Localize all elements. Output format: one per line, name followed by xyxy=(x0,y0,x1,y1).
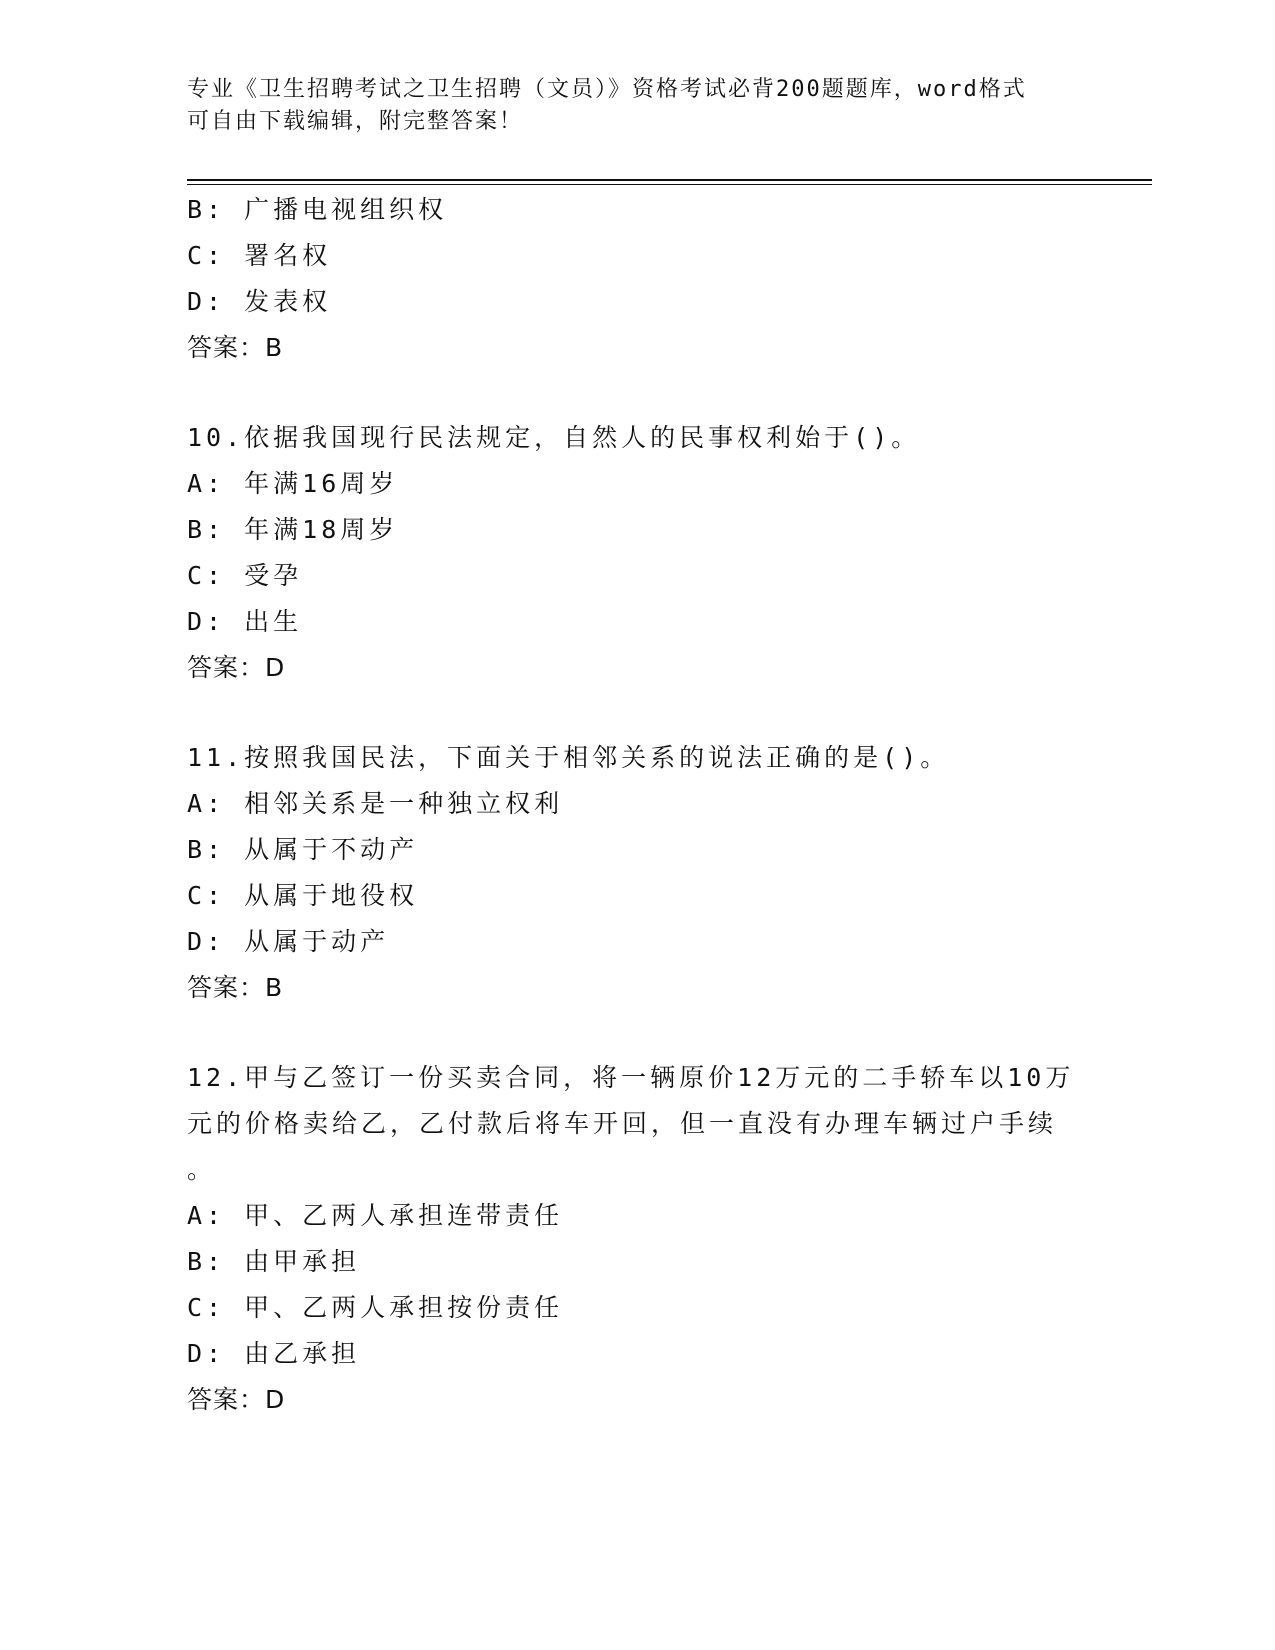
question-stem-line-3: 。 xyxy=(187,1155,217,1184)
answer: 答案：B xyxy=(187,333,284,362)
option-a: A: 相邻关系是一种独立权利 xyxy=(187,789,564,818)
header-divider-thick xyxy=(187,179,1152,181)
document-header xyxy=(187,74,1067,138)
option-a: A: 年满16周岁 xyxy=(187,469,399,498)
question-stem-line-1: 12.甲与乙签订一份买卖合同，将一辆原价12万元的二手轿车以10万 xyxy=(187,1063,1075,1092)
header-line-1: 专业《卫生招聘考试之卫生招聘（文员）》资格考试必背200题题库，word格式 xyxy=(187,77,1027,102)
question-11 xyxy=(187,735,1087,1011)
option-a: A: 甲、乙两人承担连带责任 xyxy=(187,1201,564,1230)
option-b: B: 年满18周岁 xyxy=(187,515,399,544)
option-b: B: 由甲承担 xyxy=(187,1247,361,1276)
option-c: C: 署名权 xyxy=(187,241,332,270)
question-stem: 11.按照我国民法，下面关于相邻关系的说法正确的是()。 xyxy=(187,743,950,772)
document-body xyxy=(187,187,1087,1423)
option-d: D: 出生 xyxy=(187,607,303,636)
header-divider-thin xyxy=(187,184,1152,185)
question-12 xyxy=(187,1055,1087,1423)
question-10 xyxy=(187,415,1087,691)
option-d: D: 从属于动产 xyxy=(187,927,390,956)
question-stem-line-2: 元的价格卖给乙，乙付款后将车开回，但一直没有办理车辆过户手续 xyxy=(187,1109,1058,1138)
option-b: B: 广播电视组织权 xyxy=(187,195,448,224)
option-d: D: 由乙承担 xyxy=(187,1339,361,1368)
option-c: C: 从属于地役权 xyxy=(187,881,419,910)
question-stem: 10.依据我国现行民法规定，自然人的民事权利始于()。 xyxy=(187,423,921,452)
answer: 答案：D xyxy=(187,653,286,682)
option-c: C: 甲、乙两人承担按份责任 xyxy=(187,1293,564,1322)
answer: 答案：D xyxy=(187,1385,286,1414)
answer: 答案：B xyxy=(187,973,284,1002)
option-d: D: 发表权 xyxy=(187,287,332,316)
option-c: C: 受孕 xyxy=(187,561,303,590)
header-line-2: 可自由下载编辑，附完整答案！ xyxy=(187,109,524,134)
option-b: B: 从属于不动产 xyxy=(187,835,419,864)
question-9-tail xyxy=(187,187,1087,371)
